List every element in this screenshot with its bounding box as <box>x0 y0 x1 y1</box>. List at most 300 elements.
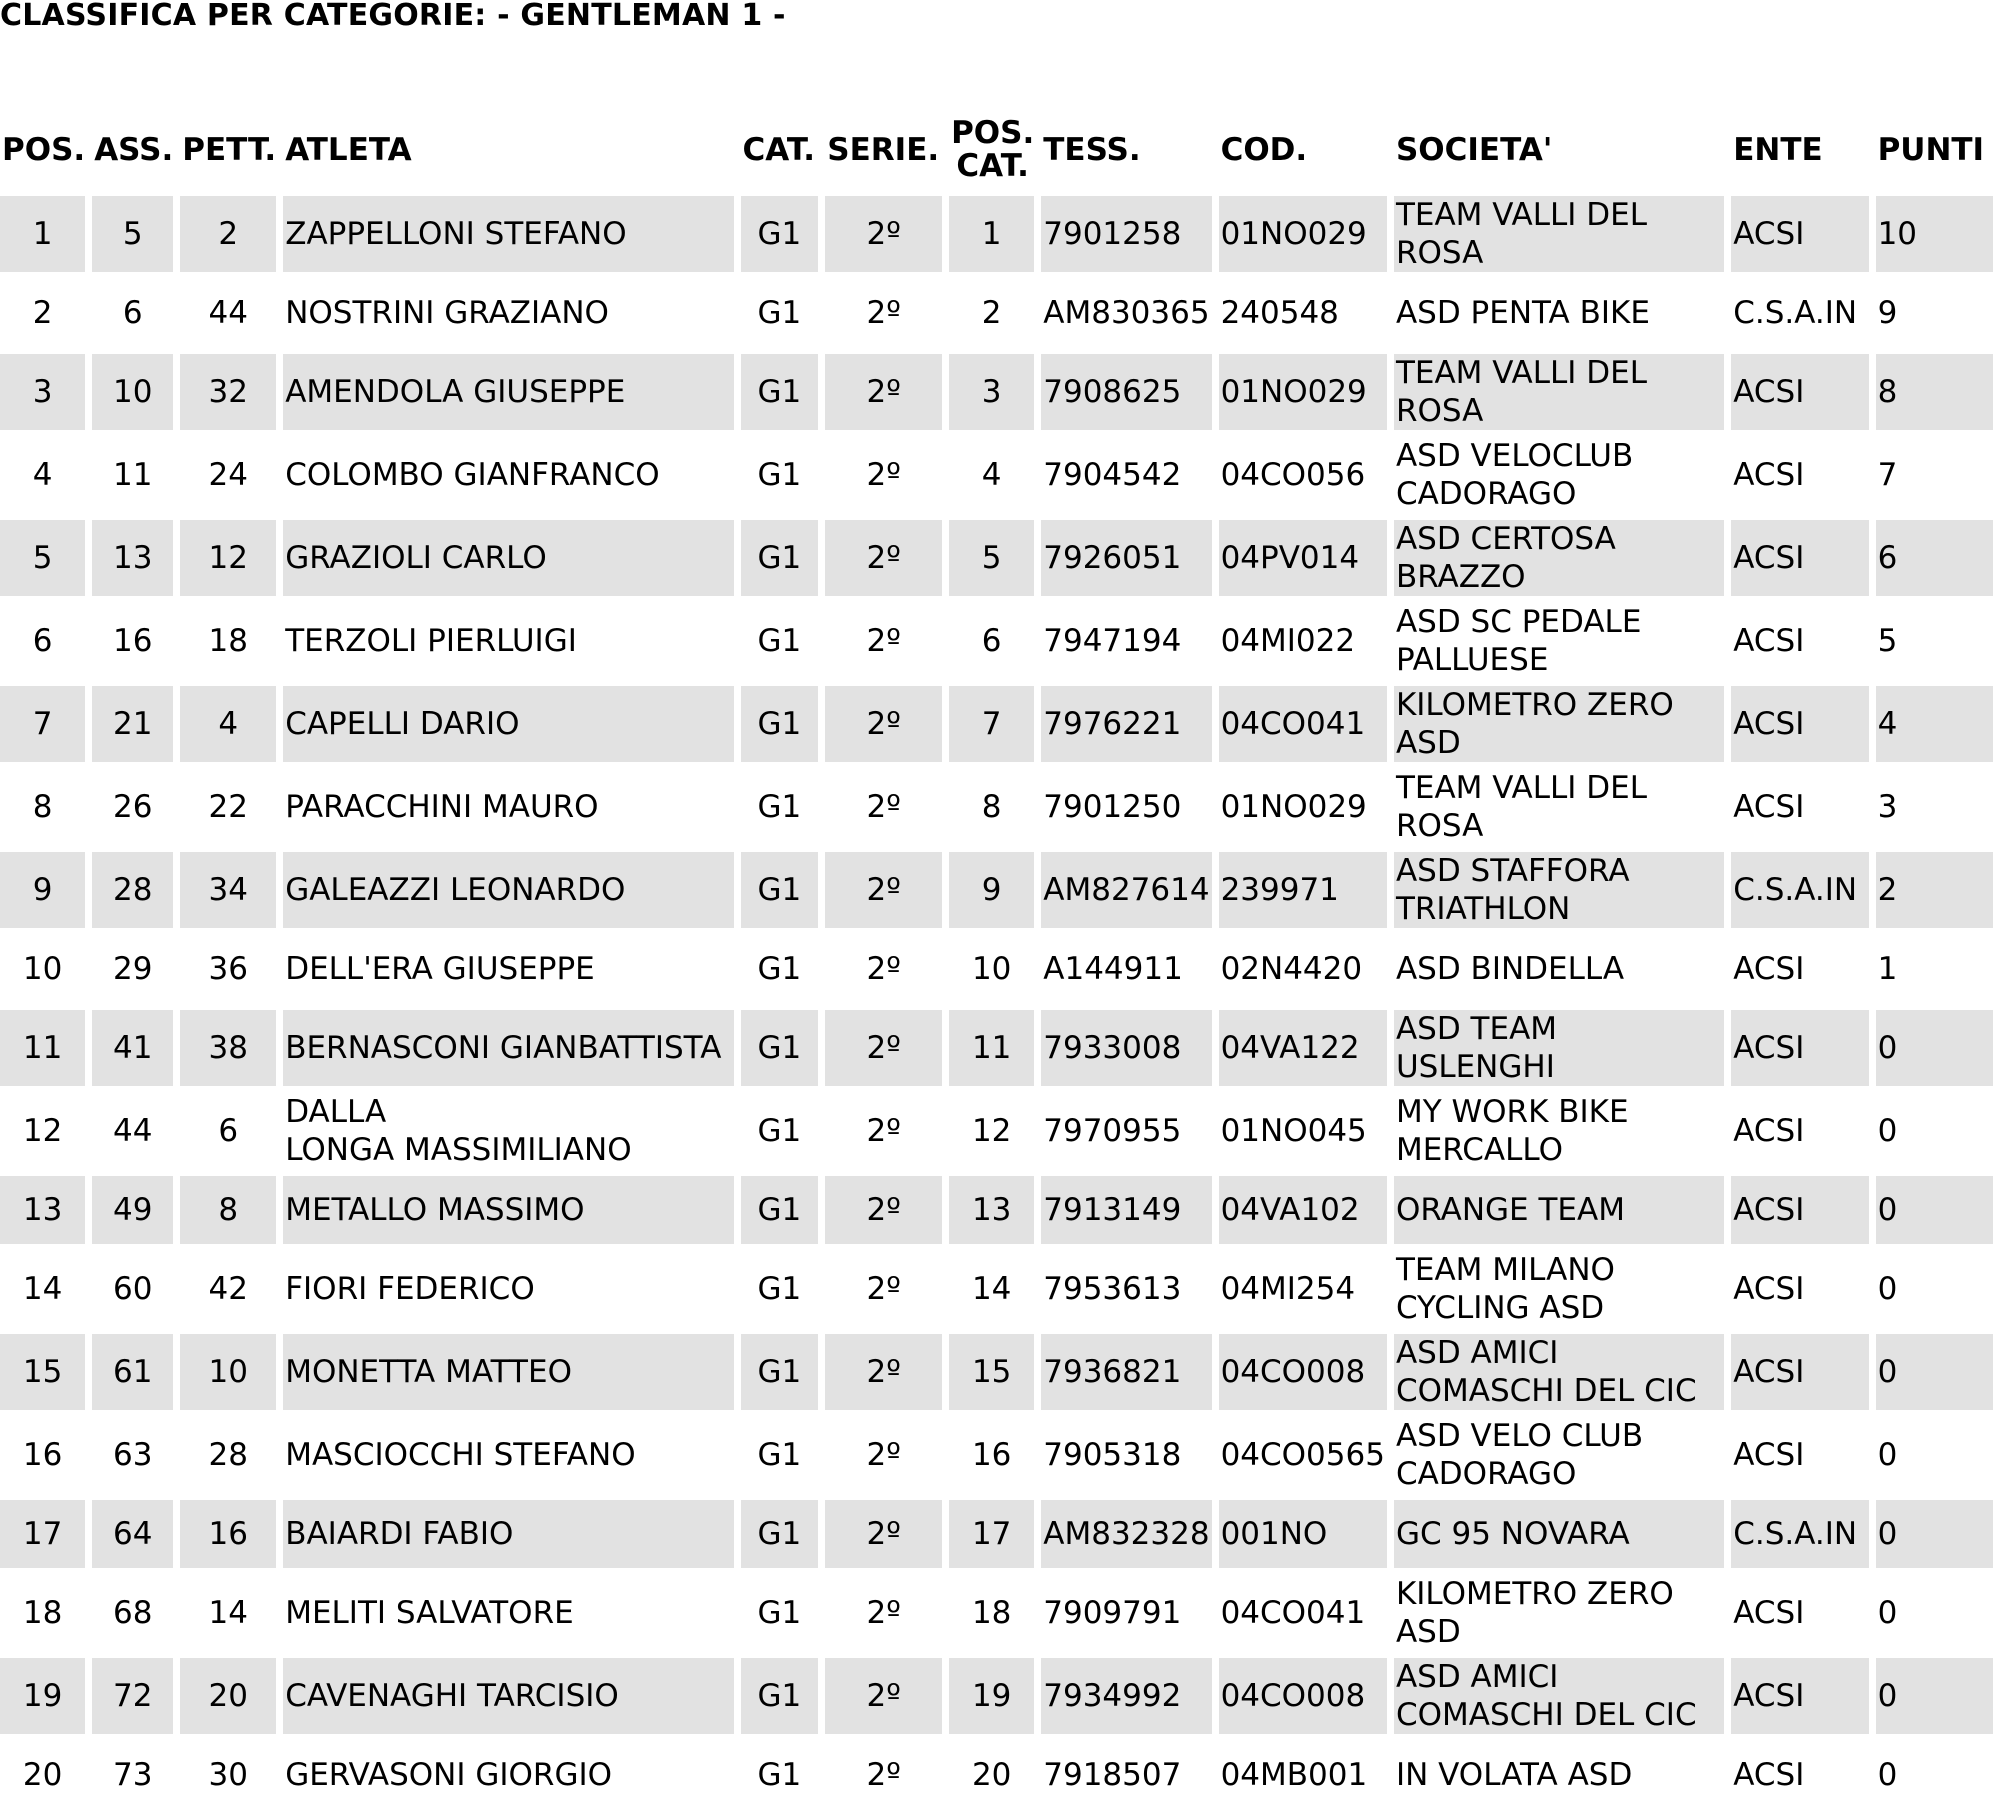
cell-cod <box>1219 935 1387 1003</box>
cell-pett-text: 22 <box>208 789 248 825</box>
cell-ass <box>92 1251 173 1327</box>
table-row <box>0 1658 1993 1734</box>
cell-societa-text: ASD CERTOSA <box>1395 521 1616 557</box>
cell-tess-text: 7909791 <box>1043 1595 1182 1631</box>
cell-pett <box>180 279 276 347</box>
cell-pos <box>0 935 85 1003</box>
cell-atleta-text-line2: LONGA MASSIMILIANO <box>285 1132 632 1168</box>
results-table <box>0 104 2000 1816</box>
cell-ass-text: 60 <box>112 1271 153 1307</box>
cell-societa <box>1394 1575 1724 1651</box>
cell-ente-text: C.S.A.IN <box>1733 1516 1858 1552</box>
cell-punti <box>1876 1334 1993 1410</box>
cell-tess-text: 7926051 <box>1043 540 1182 576</box>
cell-pos-cat-text: 18 <box>971 1595 1012 1631</box>
cell-pos-cat <box>949 196 1034 272</box>
cell-ass-text: 72 <box>112 1678 153 1714</box>
cell-pos-cat-text: 7 <box>981 706 1002 742</box>
cell-societa-text: ORANGE TEAM <box>1395 1192 1625 1228</box>
cell-punti-text: 1 <box>1877 951 1898 987</box>
cell-punti-text: 2 <box>1877 872 1898 908</box>
cell-serie <box>825 437 942 513</box>
cell-cat <box>741 279 819 347</box>
cell-pos-text: 4 <box>32 457 53 493</box>
cell-ente <box>1731 769 1868 845</box>
cell-ente <box>1731 1500 1868 1568</box>
cell-cat-text: G1 <box>757 623 802 659</box>
cell-pett-text: 10 <box>208 1354 248 1390</box>
cell-pos <box>0 1093 85 1169</box>
cell-cat-text: G1 <box>757 540 802 576</box>
cell-pett-text: 32 <box>208 374 248 410</box>
cell-serie <box>825 935 942 1003</box>
cell-pos-text: 15 <box>22 1354 63 1390</box>
cell-ente <box>1731 603 1868 679</box>
cell-atleta <box>283 852 733 928</box>
cell-ente-text: ACSI <box>1733 706 1805 742</box>
cell-pos-cat <box>949 769 1034 845</box>
cell-ass-text: 64 <box>112 1516 153 1552</box>
cell-pos-text: 8 <box>32 789 53 825</box>
cell-cod <box>1219 1658 1387 1734</box>
table-row <box>0 1251 1993 1327</box>
cell-pett-text: 14 <box>208 1595 248 1631</box>
cell-societa <box>1394 354 1724 430</box>
cell-pos <box>0 520 85 596</box>
cell-ente <box>1731 196 1868 272</box>
cell-societa <box>1394 196 1724 272</box>
cell-societa <box>1394 603 1724 679</box>
cell-tess <box>1041 1093 1211 1169</box>
cell-serie-text: 2º <box>866 1192 901 1228</box>
cell-ente-text: ACSI <box>1733 1271 1805 1307</box>
cell-atleta-text: DELL'ERA GIUSEPPE <box>285 951 595 987</box>
column-header-pos-cat <box>949 111 1034 189</box>
cell-pett <box>180 603 276 679</box>
cell-societa-text: ASD AMICI <box>1395 1659 1559 1695</box>
cell-pos-cat <box>949 1741 1034 1809</box>
cell-cod-text: 01NO029 <box>1220 374 1367 410</box>
cell-societa <box>1394 1417 1724 1493</box>
cell-pett <box>180 1176 276 1244</box>
cell-cod-text: 01NO029 <box>1220 789 1367 825</box>
cell-ass-text: 73 <box>112 1757 153 1793</box>
column-header-tess: TESS. <box>1043 131 1141 168</box>
cell-societa-text: ASD VELO CLUB <box>1395 1418 1644 1454</box>
cell-tess-text: 7976221 <box>1043 706 1182 742</box>
cell-ass-text: 6 <box>122 295 143 331</box>
cell-atleta <box>283 769 733 845</box>
cell-punti-text: 9 <box>1877 295 1898 331</box>
table-row <box>0 603 1993 679</box>
cell-societa-text: TEAM MILANO <box>1395 1252 1615 1288</box>
cell-societa-text: ASD AMICI <box>1395 1335 1559 1371</box>
cell-ente-text: ACSI <box>1733 1678 1805 1714</box>
cell-atleta <box>283 1010 733 1086</box>
cell-pos <box>0 1010 85 1086</box>
column-header-pos: POS. <box>2 131 86 168</box>
cell-societa <box>1394 279 1724 347</box>
cell-cod <box>1219 1093 1387 1169</box>
cell-tess <box>1041 1334 1211 1410</box>
cell-ass <box>92 1010 173 1086</box>
cell-ass <box>92 1417 173 1493</box>
cell-pett <box>180 354 276 430</box>
cell-cat-text: G1 <box>757 1030 802 1066</box>
cell-cod-text: 04CO041 <box>1220 1595 1366 1631</box>
cell-pett <box>180 1417 276 1493</box>
table-row <box>0 1334 1993 1410</box>
cell-tess-text: AM832328 <box>1043 1516 1210 1552</box>
cell-serie-text: 2º <box>866 872 901 908</box>
cell-tess-text: 7933008 <box>1043 1030 1182 1066</box>
cell-punti <box>1876 1575 1993 1651</box>
cell-cod-text: 04CO041 <box>1220 706 1366 742</box>
cell-atleta-text: COLOMBO GIANFRANCO <box>285 457 660 493</box>
cell-atleta-text: FIORI FEDERICO <box>285 1271 535 1307</box>
cell-serie-text: 2º <box>866 1757 901 1793</box>
cell-pos-cat-text: 5 <box>981 540 1002 576</box>
table-row <box>0 196 1993 272</box>
cell-pos <box>0 1741 85 1809</box>
cell-pos-cat <box>949 1334 1034 1410</box>
cell-cat <box>741 1176 819 1244</box>
cell-atleta <box>283 1251 733 1327</box>
cell-punti <box>1876 354 1993 430</box>
cell-cod <box>1219 1176 1387 1244</box>
cell-cod <box>1219 1741 1387 1809</box>
cell-pos-text: 17 <box>22 1516 63 1552</box>
cell-ente <box>1731 935 1868 1003</box>
cell-pos-cat <box>949 935 1034 1003</box>
cell-punti-text: 3 <box>1877 789 1898 825</box>
table-row <box>0 1500 1993 1568</box>
cell-ass-text: 41 <box>112 1030 153 1066</box>
cell-cod <box>1219 354 1387 430</box>
cell-cod <box>1219 196 1387 272</box>
cell-tess-text: 7947194 <box>1043 623 1182 659</box>
cell-cod <box>1219 279 1387 347</box>
cell-serie <box>825 603 942 679</box>
cell-pett-text: 28 <box>208 1437 248 1473</box>
cell-ente-text: ACSI <box>1733 951 1805 987</box>
cell-punti <box>1876 1741 1993 1809</box>
cell-pos <box>0 1500 85 1568</box>
cell-serie <box>825 1500 942 1568</box>
cell-societa <box>1394 1658 1724 1734</box>
cell-ente-text: ACSI <box>1733 374 1805 410</box>
cell-punti <box>1876 852 1993 928</box>
cell-cat <box>741 1010 819 1086</box>
cell-ass <box>92 769 173 845</box>
cell-pos-text: 11 <box>22 1030 63 1066</box>
cell-ass <box>92 437 173 513</box>
cell-ass <box>92 1500 173 1568</box>
cell-pos-cat-text: 16 <box>971 1437 1012 1473</box>
cell-punti-text: 7 <box>1877 457 1898 493</box>
cell-ente-text: ACSI <box>1733 540 1805 576</box>
cell-societa-text: ASD VELOCLUB <box>1395 438 1634 474</box>
cell-atleta-text: DALLA <box>285 1094 387 1130</box>
cell-societa-text: TEAM VALLI DEL <box>1395 197 1647 233</box>
cell-pos-cat-text: 15 <box>971 1354 1012 1390</box>
cell-serie-text: 2º <box>866 540 901 576</box>
cell-ente-text: ACSI <box>1733 1192 1805 1228</box>
cell-punti <box>1876 279 1993 347</box>
cell-tess-text: 7934992 <box>1043 1678 1182 1714</box>
cell-pett <box>180 769 276 845</box>
cell-pett <box>180 1010 276 1086</box>
cell-pos-cat <box>949 1417 1034 1493</box>
table-row <box>0 1176 1993 1244</box>
cell-punti <box>1876 603 1993 679</box>
cell-pos <box>0 686 85 762</box>
cell-ass-text: 28 <box>112 872 153 908</box>
cell-serie-text: 2º <box>866 1595 901 1631</box>
column-header-pett: PETT. <box>182 131 277 168</box>
cell-ass <box>92 603 173 679</box>
cell-societa-text: IN VOLATA ASD <box>1395 1757 1633 1793</box>
cell-pett-text: 34 <box>208 872 248 908</box>
cell-serie <box>825 852 942 928</box>
cell-ente <box>1731 354 1868 430</box>
cell-pos-cat-text: 14 <box>971 1271 1012 1307</box>
cell-cat-text: G1 <box>757 1437 802 1473</box>
cell-cod-text: 001NO <box>1220 1516 1328 1552</box>
cell-punti-text: 0 <box>1877 1595 1898 1631</box>
cell-pett-text: 2 <box>218 216 239 252</box>
cell-cat <box>741 852 819 928</box>
cell-cat <box>741 935 819 1003</box>
cell-punti-text: 0 <box>1877 1271 1898 1307</box>
cell-ente <box>1731 1741 1868 1809</box>
cell-tess <box>1041 852 1211 928</box>
table-row <box>0 1741 1993 1809</box>
cell-ente-text: ACSI <box>1733 1354 1805 1390</box>
column-header-societa: SOCIETA' <box>1395 131 1553 168</box>
cell-serie <box>825 520 942 596</box>
cell-cod-text: 04MB001 <box>1220 1757 1368 1793</box>
cell-ente-text: ACSI <box>1733 1437 1805 1473</box>
cell-ass-text: 44 <box>112 1113 153 1149</box>
cell-pett <box>180 935 276 1003</box>
cell-pett <box>180 1334 276 1410</box>
cell-atleta-text: BERNASCONI GIANBATTISTA <box>285 1030 722 1066</box>
cell-societa <box>1394 437 1724 513</box>
table-row <box>0 1575 1993 1651</box>
cell-pett <box>180 1093 276 1169</box>
cell-pos-text: 2 <box>32 295 53 331</box>
cell-cod-text: 02N4420 <box>1220 951 1363 987</box>
cell-serie-text: 2º <box>866 706 901 742</box>
cell-atleta <box>283 279 733 347</box>
cell-punti <box>1876 769 1993 845</box>
cell-atleta <box>283 1575 733 1651</box>
cell-cod-text: 01NO045 <box>1220 1113 1367 1149</box>
cell-ass <box>92 1741 173 1809</box>
cell-societa-text: GC 95 NOVARA <box>1395 1516 1630 1552</box>
cell-ass <box>92 852 173 928</box>
cell-atleta-text: CAPELLI DARIO <box>285 706 520 742</box>
cell-punti <box>1876 686 1993 762</box>
cell-cat-text: G1 <box>757 706 802 742</box>
cell-punti <box>1876 520 1993 596</box>
cell-societa-text-line2: ROSA <box>1395 808 1484 844</box>
cell-tess <box>1041 1575 1211 1651</box>
cell-pos-cat-text: 6 <box>981 623 1002 659</box>
cell-cod-text: 04MI022 <box>1220 623 1356 659</box>
cell-pett-text: 16 <box>208 1516 248 1552</box>
cell-serie <box>825 354 942 430</box>
cell-tess-text: A144911 <box>1043 951 1183 987</box>
cell-cat <box>741 1741 819 1809</box>
column-header-pos-cat-line2: CAT. <box>956 148 1029 184</box>
page-title: CLASSIFICA PER CATEGORIE: - GENTLEMAN 1 - <box>0 0 786 33</box>
cell-cat-text: G1 <box>757 1113 802 1149</box>
cell-pett-text: 12 <box>208 540 248 576</box>
cell-serie <box>825 1176 942 1244</box>
cell-punti-text: 0 <box>1877 1757 1898 1793</box>
cell-pos-text: 1 <box>32 216 53 252</box>
cell-pos-cat <box>949 520 1034 596</box>
cell-ass-text: 10 <box>112 374 153 410</box>
cell-pos-cat <box>949 437 1034 513</box>
header-row <box>0 111 1993 189</box>
table-row <box>0 437 1993 513</box>
cell-pos-text: 14 <box>22 1271 63 1307</box>
cell-ente <box>1731 520 1868 596</box>
cell-pett <box>180 1575 276 1651</box>
cell-tess <box>1041 769 1211 845</box>
cell-cod <box>1219 1575 1387 1651</box>
cell-serie-text: 2º <box>866 1030 901 1066</box>
cell-tess <box>1041 1251 1211 1327</box>
cell-punti <box>1876 1417 1993 1493</box>
cell-atleta <box>283 1093 733 1169</box>
cell-atleta <box>283 354 733 430</box>
table-row <box>0 1010 1993 1086</box>
cell-pos-text: 3 <box>32 374 53 410</box>
cell-serie-text: 2º <box>866 457 901 493</box>
cell-pos-cat-text: 2 <box>981 295 1002 331</box>
cell-atleta-text: METALLO MASSIMO <box>285 1192 585 1228</box>
cell-cat-text: G1 <box>757 457 802 493</box>
cell-cod <box>1219 520 1387 596</box>
cell-pos-cat <box>949 1251 1034 1327</box>
cell-pett <box>180 196 276 272</box>
column-header-serie: SERIE. <box>827 131 940 168</box>
cell-cod-text: 239971 <box>1220 872 1339 908</box>
cell-tess-text: 7913149 <box>1043 1192 1182 1228</box>
cell-societa <box>1394 852 1724 928</box>
cell-pos-text: 10 <box>22 951 63 987</box>
table-row <box>0 354 1993 430</box>
cell-tess-text: 7908625 <box>1043 374 1182 410</box>
cell-punti <box>1876 1093 1993 1169</box>
cell-punti-text: 0 <box>1877 1113 1898 1149</box>
cell-atleta <box>283 520 733 596</box>
cell-cat <box>741 1251 819 1327</box>
cell-punti-text: 8 <box>1877 374 1898 410</box>
cell-pos-cat-text: 13 <box>971 1192 1012 1228</box>
cell-ass <box>92 196 173 272</box>
cell-ente <box>1731 1658 1868 1734</box>
cell-ente-text: C.S.A.IN <box>1733 295 1858 331</box>
cell-cat <box>741 1417 819 1493</box>
cell-ente <box>1731 1093 1868 1169</box>
cell-atleta-text: ZAPPELLONI STEFANO <box>285 216 627 252</box>
cell-societa-text-line2: PALLUESE <box>1395 642 1549 678</box>
cell-societa-text-line2: MERCALLO <box>1395 1132 1563 1168</box>
cell-cat <box>741 1658 819 1734</box>
cell-cat <box>741 1093 819 1169</box>
cell-ente-text: ACSI <box>1733 1113 1805 1149</box>
cell-serie-text: 2º <box>866 1271 901 1307</box>
cell-pos <box>0 1575 85 1651</box>
cell-pos-text: 5 <box>32 540 53 576</box>
cell-cod <box>1219 437 1387 513</box>
cell-pos <box>0 852 85 928</box>
cell-cat <box>741 1334 819 1410</box>
cell-ente-text: ACSI <box>1733 216 1805 252</box>
cell-tess <box>1041 1741 1211 1809</box>
cell-punti-text: 0 <box>1877 1437 1898 1473</box>
cell-pos <box>0 1658 85 1734</box>
cell-ass-text: 49 <box>112 1192 153 1228</box>
cell-ass <box>92 686 173 762</box>
cell-tess <box>1041 686 1211 762</box>
cell-atleta <box>283 1658 733 1734</box>
cell-pos-text: 7 <box>32 706 53 742</box>
cell-societa <box>1394 520 1724 596</box>
cell-ente-text: ACSI <box>1733 623 1805 659</box>
cell-tess-text: 7901250 <box>1043 789 1182 825</box>
cell-societa-text-line2: CYCLING ASD <box>1395 1290 1605 1326</box>
table-row <box>0 935 1993 1003</box>
cell-cat-text: G1 <box>757 1678 802 1714</box>
cell-ass-text: 16 <box>112 623 153 659</box>
cell-serie <box>825 769 942 845</box>
cell-cod-text: 01NO029 <box>1220 216 1367 252</box>
cell-cod-text: 04VA102 <box>1220 1192 1360 1228</box>
cell-serie <box>825 1010 942 1086</box>
cell-atleta-text: BAIARDI FABIO <box>285 1516 514 1552</box>
cell-punti-text: 0 <box>1877 1030 1898 1066</box>
cell-tess <box>1041 1417 1211 1493</box>
cell-pos <box>0 769 85 845</box>
cell-ass-text: 68 <box>112 1595 153 1631</box>
cell-serie <box>825 1741 942 1809</box>
cell-tess <box>1041 1500 1211 1568</box>
cell-cat-text: G1 <box>757 374 802 410</box>
cell-societa-text: ASD STAFFORA <box>1395 853 1630 889</box>
table-row <box>0 686 1993 762</box>
cell-societa-text-line2: CADORAGO <box>1395 476 1577 512</box>
cell-tess <box>1041 354 1211 430</box>
cell-ente-text: ACSI <box>1733 789 1805 825</box>
cell-ass <box>92 1658 173 1734</box>
cell-pos <box>0 354 85 430</box>
cell-cod <box>1219 603 1387 679</box>
cell-pos-cat-text: 1 <box>981 216 1002 252</box>
cell-societa-text: TEAM VALLI DEL <box>1395 770 1647 806</box>
cell-tess-text: 7905318 <box>1043 1437 1182 1473</box>
cell-pett-text: 8 <box>218 1192 239 1228</box>
cell-ass <box>92 279 173 347</box>
cell-cat-text: G1 <box>757 1192 802 1228</box>
cell-pos-cat <box>949 1093 1034 1169</box>
cell-atleta <box>283 935 733 1003</box>
